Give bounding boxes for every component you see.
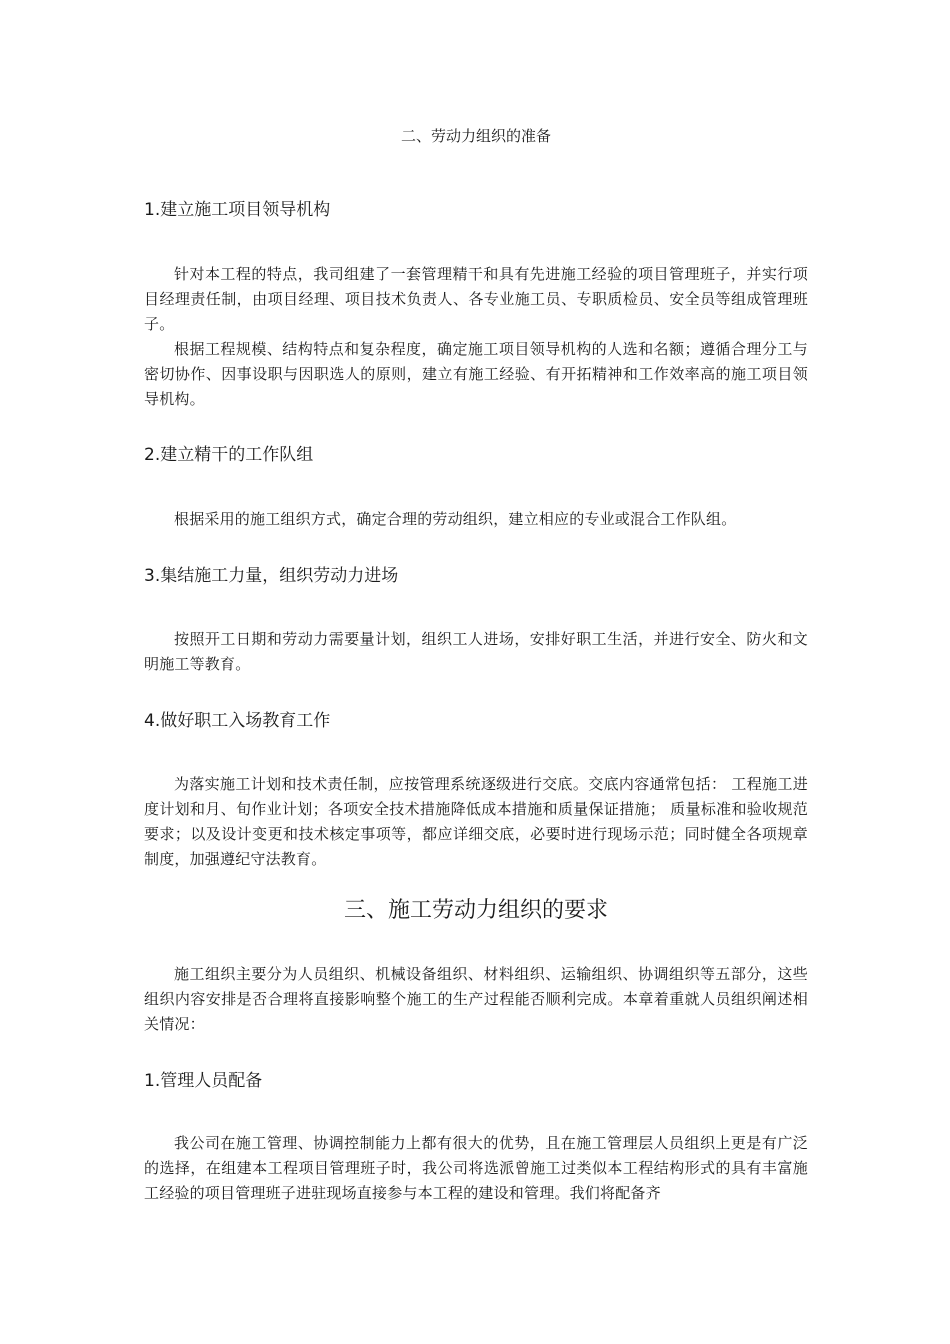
paragraph-work-teams: 根据采用的施工组织方式，确定合理的劳动组织，建立相应的专业或混合工作队组。	[174, 510, 737, 528]
heading-leadership-structure: 1.建立施工项目领导机构	[144, 200, 331, 220]
paragraph-entry-education: 为落实施工计划和技术责任制，应按管理系统逐级进行交底。交底内容通常包括： 工程施工进度计划和月、旬作业计划；各项安全技术措施降低成本措施和质量保证措施； 质量标准和验收规范要求；以及设计变更和技术核定事项等，都应详细交底，必要时进行现场示范；同时健全各项规章制度，加强遵纪守法教育。	[144, 775, 808, 868]
paragraph-requirements-intro: 施工组织主要分为人员组织、机械设备组织、材料组织、运输组织、协调组织等五部分，这些组织内容安排是否合理将直接影响整个施工的生产过程能否顺利完成。本章着重就人员组织阐述相关情况：	[144, 965, 808, 1033]
section-title-labor-preparation: 二、劳动力组织的准备	[400, 127, 551, 145]
heading-entry-education: 4.做好职工入场教育工作	[144, 711, 331, 731]
paragraph-management-staffing: 我公司在施工管理、协调控制能力上都有很大的优势，且在施工管理层人员组织上更是有广泛的选择，在组建本工程项目管理班子时，我公司将选派曾施工过类似本工程结构形式的具有丰富施工经验的项目管理班子进驻现场直接参与本工程的建设和管理。我们将配备齐	[144, 1134, 808, 1202]
section-title-labor-requirements: 三、施工劳动力组织的要求	[343, 898, 608, 923]
heading-management-staffing: 1.管理人员配备	[144, 1071, 263, 1091]
heading-work-teams: 2.建立精干的工作队组	[144, 445, 314, 465]
paragraph-leadership-1: 针对本工程的特点，我司组建了一套管理精干和具有先进施工经验的项目管理班子，并实行项目经理责任制，由项目经理、项目技术负责人、各专业施工员、专职质检员、安全员等组成管理班子。	[144, 265, 808, 333]
paragraph-labor-entry: 按照开工日期和劳动力需要量计划，组织工人进场，安排好职工生活，并进行安全、防火和文明施工等教育。	[144, 630, 808, 673]
heading-labor-entry: 3.集结施工力量，组织劳动力进场	[144, 566, 399, 586]
paragraph-leadership-2: 根据工程规模、结构特点和复杂程度，确定施工项目领导机构的人选和名额；遵循合理分工与密切协作、因事设职与因职选人的原则，建立有施工经验、有开拓精神和工作效率高的施工项目领导机构。	[144, 340, 808, 408]
